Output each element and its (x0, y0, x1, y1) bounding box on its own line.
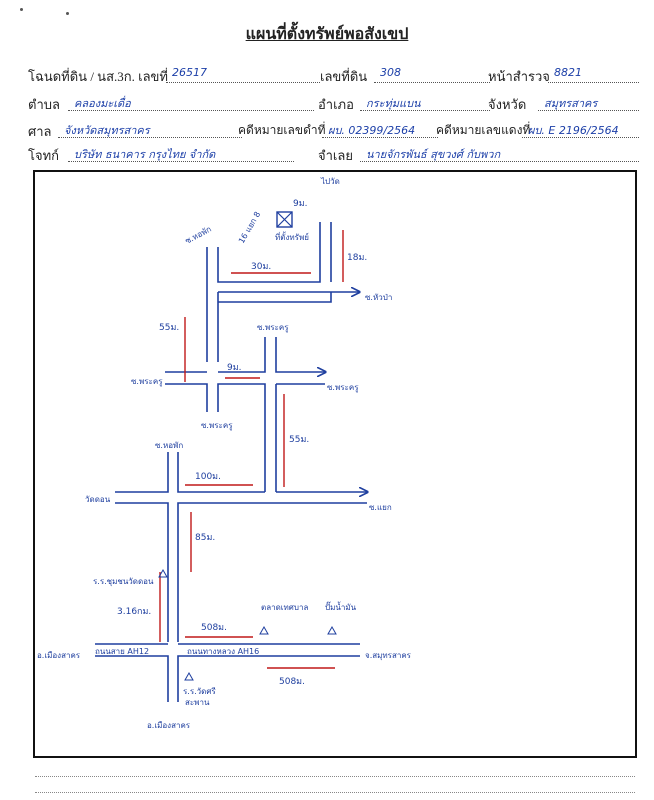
distance-label: 3.16กม. (117, 607, 152, 617)
subdistrict-label: ตำบล (28, 97, 60, 112)
road-label: วัดดอน (85, 495, 111, 504)
road-line (178, 452, 265, 492)
scan-dot (20, 8, 23, 11)
distance-label: 9ม. (227, 363, 242, 373)
scan-dot (66, 12, 69, 15)
direction-label: อ.เมืองสาคร (37, 651, 81, 660)
road-label: ซ.พระครู (327, 383, 359, 392)
party-row (28, 145, 638, 165)
distance-label: 55ม. (159, 323, 180, 333)
plaintiff-label: โจทก์ (28, 148, 60, 163)
road-line (178, 503, 367, 642)
road-label: ซ.หัวป่า (365, 293, 393, 302)
landmark-label: สะพาน (185, 698, 210, 707)
landmark-label: ตลาดเทศบาล (261, 603, 309, 612)
case-red-field: ผบ. E 2196/2564 (522, 121, 639, 138)
distance-label: 100ม. (195, 472, 221, 482)
court-field: จังหวัดสมุทรสาคร (58, 121, 242, 138)
road-label: ซ.พระครู (201, 421, 233, 430)
deed-label: โฉนดที่ดิน / นส.3ก. เลขที่ (28, 69, 168, 84)
road-label: ซ.แยก (369, 503, 392, 512)
case-black-label: คดีหมายเลขดำที่ (238, 123, 326, 137)
district-field: กระทุ่มแบน (360, 94, 490, 111)
road-label: 16 แยก 8 (236, 210, 263, 245)
road-line (218, 384, 265, 492)
landmark-label: ปั๊มน้ำมัน (325, 603, 357, 612)
court-row (28, 121, 638, 141)
road-label: ซ.หอพัก (155, 441, 184, 450)
road-label: ซ.หอพัก (183, 224, 213, 246)
distance-label: 85ม. (195, 533, 216, 543)
distance-label: 18ม. (347, 253, 368, 263)
location-row (28, 94, 638, 114)
landmark-icon (185, 673, 193, 680)
deed-no-field: 26517 (166, 66, 320, 83)
road-line (276, 337, 325, 372)
property-cross-icon (277, 212, 292, 227)
case-red-label: คดีหมายเลขแดงที่ (436, 123, 531, 137)
road-label: ซ.พระครู (257, 323, 289, 332)
distance-label: 508ม. (279, 677, 305, 687)
distance-label: 30ม. (251, 262, 272, 272)
property-label: ที่ตั้งทรัพย์ (275, 233, 309, 242)
subdistrict-field: คลองมะเดื่อ (68, 94, 314, 111)
land-no-label: เลขที่ดิน (320, 69, 368, 84)
landmark-icon (260, 627, 268, 634)
land-no-field: 308 (374, 66, 490, 83)
survey-page-label: หน้าสำรวจ (488, 69, 550, 84)
landmark-icon (328, 627, 336, 634)
district-label: อำเภอ (318, 97, 354, 112)
road-label: ถนนทางหลวง AH16 (187, 647, 260, 656)
map-drawing (35, 172, 635, 756)
province-label: จังหวัด (488, 97, 527, 112)
plaintiff-field: บริษัท ธนาคาร กรุงไทย จำกัด (68, 145, 294, 162)
direction-label: อ.เมืองสาคร (147, 721, 191, 730)
survey-page-field: 8821 (548, 66, 639, 83)
direction-label: จ.สมุทรสาคร (365, 651, 411, 660)
court-label: ศาล (28, 124, 52, 139)
defendant-label: จำเลย (318, 148, 353, 163)
road-line (165, 384, 207, 412)
road-line (218, 292, 331, 302)
road-label: ถนนสาย AH12 (95, 647, 150, 656)
page-title: แผนที่ตั้งทรัพย์พอสังเขป (245, 26, 409, 43)
defendant-field: นายจักรพันธ์ สุขวงศ์ กับพวก (360, 145, 639, 162)
location-map (33, 170, 637, 758)
road-line (95, 656, 168, 702)
province-field: สมุทรสาคร (538, 94, 639, 111)
deed-row (28, 66, 638, 86)
landmark-label: ร.ร.ชุมชนวัดดอน (93, 577, 154, 586)
footer-dotted-line (35, 776, 635, 777)
road-label: ไปวัด (321, 177, 340, 186)
distance-label: 9ม. (293, 199, 308, 209)
road-line (115, 452, 168, 492)
distance-label: 55ม. (289, 435, 310, 445)
road-label: ซ.พระครู (131, 377, 163, 386)
footer-dotted-line (35, 792, 635, 793)
landmark-label: ร.ร.วัดศรี (183, 687, 216, 696)
case-black-field: ผบ. 02399/2564 (322, 121, 438, 138)
distance-label: 508ม. (201, 623, 227, 633)
